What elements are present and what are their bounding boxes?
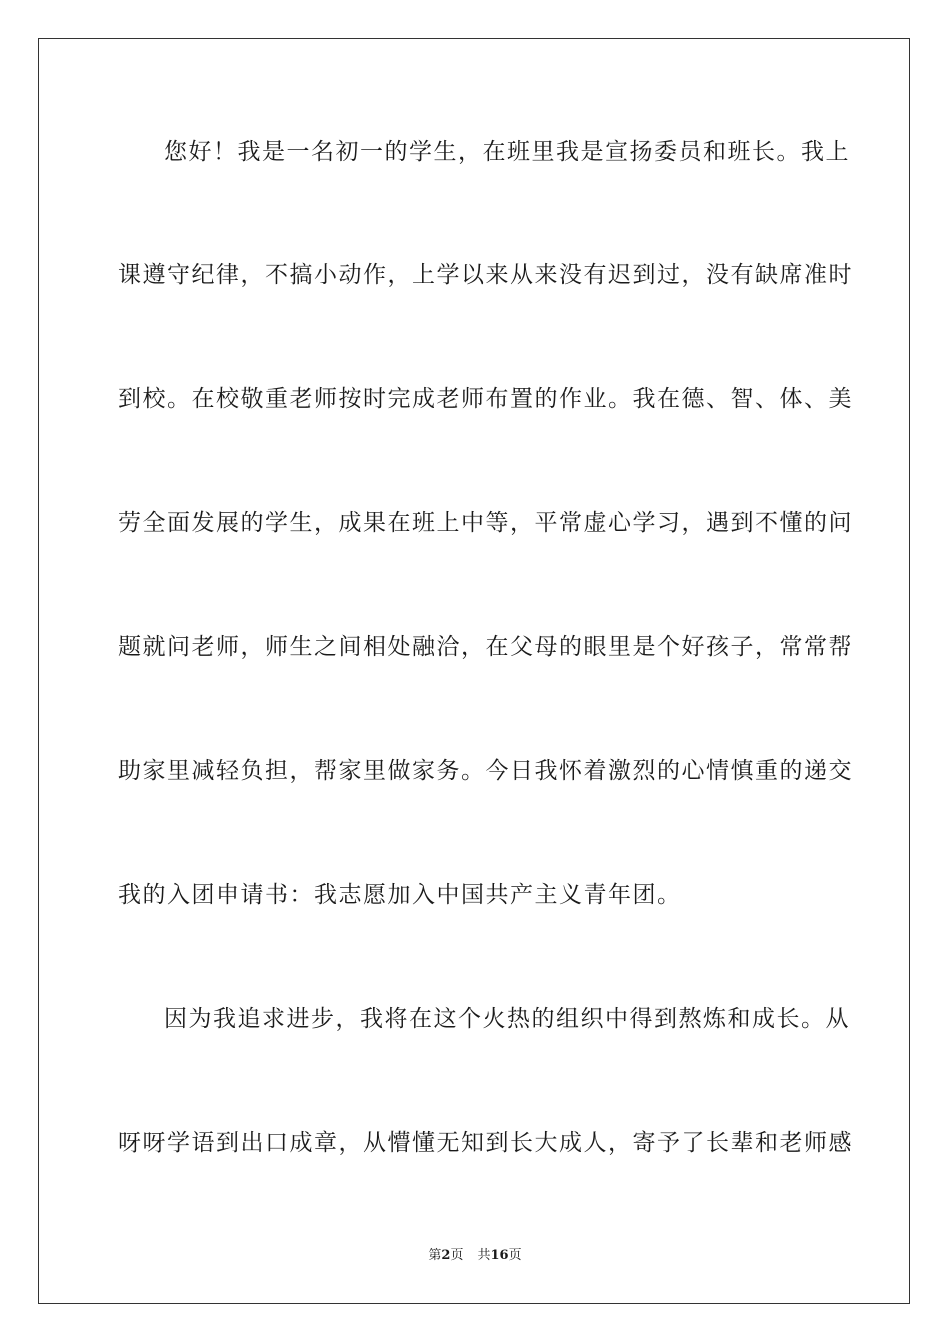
page-number: 2 — [441, 1248, 451, 1263]
page-border — [38, 38, 910, 1304]
total-prefix: 共 — [477, 1248, 491, 1263]
total-pages: 16 — [490, 1248, 509, 1263]
paragraph-2-line-2: 呀呀学语到出口成章，从懵懂无知到长大成人，寄予了长辈和老师感 — [118, 1130, 853, 1156]
page-suffix: 页 — [450, 1248, 464, 1263]
page-footer — [0, 1247, 950, 1265]
page-prefix: 第 — [428, 1248, 442, 1263]
paragraph-1-line-3: 到校。在校敬重老师按时完成老师布置的作业。我在德、智、体、美 — [118, 386, 853, 412]
paragraph-1-line-6: 助家里减轻负担，帮家里做家务。今日我怀着激烈的心情慎重的递交 — [118, 758, 853, 784]
paragraph-2-line-1: 因为我追求进步，我将在这个火热的组织中得到熬炼和成长。从 — [164, 1006, 850, 1032]
paragraph-1-line-5: 题就问老师，师生之间相处融洽，在父母的眼里是个好孩子，常常帮 — [118, 634, 853, 660]
total-suffix: 页 — [508, 1248, 522, 1263]
paragraph-1-line-2: 课遵守纪律，不搞小动作，上学以来从来没有迟到过，没有缺席准时 — [118, 262, 853, 288]
paragraph-1-line-1: 您好！我是一名初一的学生，在班里我是宣扬委员和班长。我上 — [164, 139, 850, 165]
paragraph-1-line-4: 劳全面发展的学生，成果在班上中等，平常虚心学习，遇到不懂的问 — [118, 510, 853, 536]
paragraph-1-line-7: 我的入团申请书：我志愿加入中国共产主义青年团。 — [118, 882, 682, 908]
